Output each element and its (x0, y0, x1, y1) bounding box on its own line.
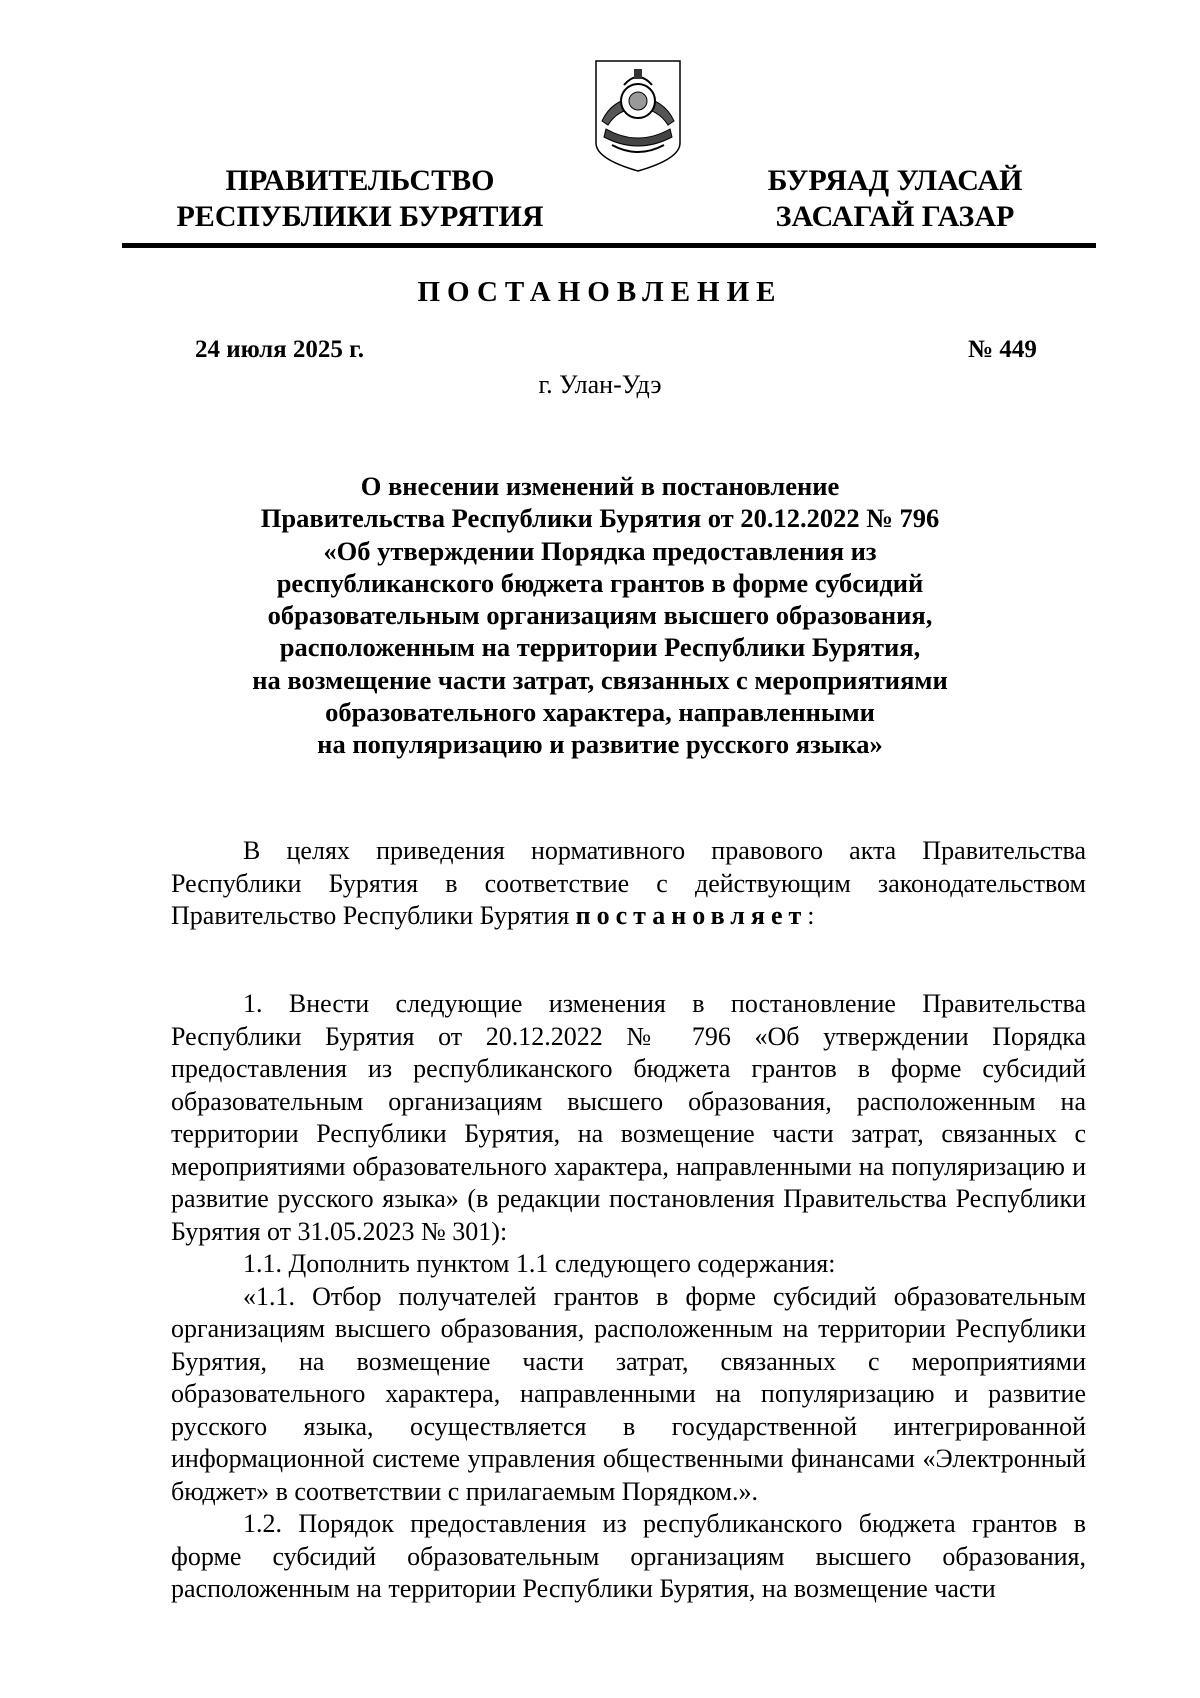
preamble (171, 835, 1086, 933)
gov-ru-line1: ПРАВИТЕЛЬСТВО (225, 164, 495, 197)
gov-bua-line2: ЗАСАГАЙ ГАЗАР (775, 200, 1015, 233)
title-line: на популяризацию и развитие русского языка» (317, 729, 883, 760)
paragraph: 1. Внести следующие изменения в постановление Правительства Республики Бурятия от 20.12.2022 № 796 «Об утверждении Порядка предоставления из республиканского бюджета грантов в форме субсидий образовательным организациям высшего образования, расположенным на территории Республики Бурятия, на возмещение части затрат, связанных с мероприятиями образовательного характера, направленными на популяризацию и развитие русского языка» (в редакции постановления Правительства Республики Бурятия от 31.05.2023 № 301): (171, 989, 1086, 1246)
title-line: образовательным организациям высшего образования, (267, 600, 933, 631)
header-divider (122, 243, 1096, 248)
document-number: № 449 (968, 336, 1037, 363)
title-line: «Об утверждении Порядка предоставления из (323, 535, 877, 566)
title-line: Правительства Республики Бурятия от 20.12.2022 № 796 (260, 503, 940, 534)
title-line: О внесении изменений в постановление (360, 471, 840, 501)
document-date: 24 июля 2025 г. (195, 336, 364, 363)
title-line: республиканского бюджета грантов в форме субсидий (276, 567, 924, 598)
document-title (170, 470, 1030, 761)
gov-bua-line1: БУРЯАД УЛАСАЙ (767, 164, 1023, 197)
government-name-russian (170, 163, 550, 235)
document-type: ПОСТАНОВЛЕНИЕ (417, 276, 783, 308)
title-line: образовательного характера, направленными (325, 697, 875, 728)
document-body (171, 988, 1086, 1606)
coat-of-arms-icon (588, 55, 688, 177)
paragraph: 1.2. Порядок предоставления из республиканского бюджета грантов в форме субсидий образовательным организациям высшего образования, расположенным на территории Республики Бурятия, на возмещение части (171, 1509, 1086, 1603)
government-name-buryat (740, 163, 1050, 235)
gov-ru-line2: РЕСПУБЛИКИ БУРЯТИЯ (176, 200, 544, 233)
decree-word: постановляет (575, 901, 808, 930)
document-city: г. Улан-Удэ (538, 370, 662, 399)
preamble-text: В целях приведения нормативного правового акта Правительства Республики Бурятия в соответствие с действующим законодательством Правительство Республики Бурятия (171, 836, 1086, 930)
title-line: на возмещение части затрат, связанных с мероприятиями (252, 664, 948, 695)
paragraph: 1.1. Дополнить пунктом 1.1 следующего содержания: (243, 1249, 836, 1278)
preamble-end: : (807, 901, 815, 930)
paragraph: «1.1. Отбор получателей грантов в форме субсидий образовательным организациям высшего образования, расположенным на территории Республики Бурятия, на возмещение части затрат, связанных с мероприятиями образовательного характера, направленными на популяризацию и развитие русского языка, осуществляется в государственной интегрированной информационной системе управления общественными финансами «Электронный бюджет» в соответствии с прилагаемым Порядком.». (171, 1281, 1086, 1506)
title-line: расположенным на территории Республики Бурятия, (279, 632, 921, 663)
